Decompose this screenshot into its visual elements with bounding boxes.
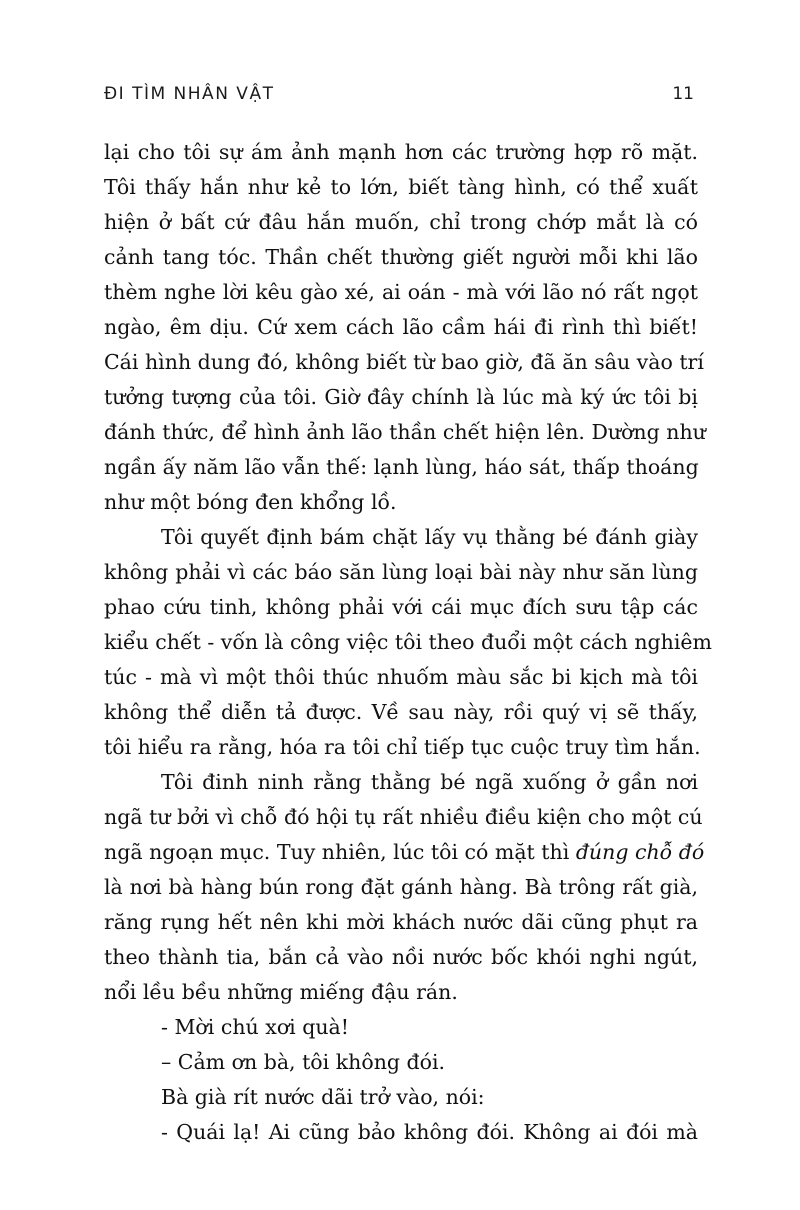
text-line: túc - mà vì một thôi thúc nhuốm màu sắc bi kịch mà tôi xyxy=(104,665,698,689)
text-line: - Quái lạ! Ai cũng bảo không đói. Không ai đói mà xyxy=(161,1120,698,1144)
text-line: là nơi bà hàng bún rong đặt gánh hàng. Bà trông rất già, xyxy=(104,875,698,899)
italic-emphasis: đúng chỗ đó xyxy=(575,840,705,864)
text-line: Tôi thấy hắn như kẻ to lớn, biết tàng hình, có thể xuất xyxy=(104,175,698,199)
text-line: ngào, êm dịu. Cứ xem cách lão cầm hái đi rình thì biết! xyxy=(104,315,698,339)
body-text xyxy=(104,135,712,1150)
text-line: Tôi đinh ninh rằng thằng bé ngã xuống ở gần nơi xyxy=(161,770,698,794)
text-line: tưởng tượng của tôi. Giờ đây chính là lúc mà ký ức tôi bị xyxy=(104,385,698,409)
text-line: ngã tư bởi vì chỗ đó hội tụ rất nhiều điều kiện cho một cú xyxy=(104,805,703,829)
text-line: Cái hình dung đó, không biết từ bao giờ, đã ăn sâu vào trí xyxy=(104,350,704,374)
text-line: cảnh tang tóc. Thần chết thường giết người mỗi khi lão xyxy=(104,245,698,269)
text-line: phao cứu tinh, không phải với cái mục đích sưu tập các xyxy=(104,595,698,619)
text-line: - Mời chú xơi quà! xyxy=(161,1015,350,1039)
text-line xyxy=(104,835,705,870)
text-line-part: ngã ngoạn mục. Tuy nhiên, lúc tôi có mặt thì xyxy=(104,840,576,864)
text-line: lại cho tôi sự ám ảnh mạnh hơn các trường hợp rõ mặt. xyxy=(104,140,698,164)
text-line: tôi hiểu ra rằng, hóa ra tôi chỉ tiếp tục cuộc truy tìm hắn. xyxy=(104,735,701,759)
text-line: răng rụng hết nên khi mời khách nước dãi cũng phụt ra xyxy=(104,910,698,934)
page-number: 11 xyxy=(672,84,694,104)
running-header-title: ĐI TÌM NHÂN VẬT xyxy=(104,84,275,104)
text-line: nổi lều bều những miếng đậu rán. xyxy=(104,980,458,1004)
text-line: kiểu chết - vốn là công việc tôi theo đuổi một cách nghiêm xyxy=(104,630,712,654)
text-line: thèm nghe lời kêu gào xé, ai oán - mà với lão nó rất ngọt xyxy=(104,280,698,304)
text-line: không thể diễn tả được. Về sau này, rồi quý vị sẽ thấy, xyxy=(104,700,698,724)
text-line: ngần ấy năm lão vẫn thế: lạnh lùng, háo sát, thấp thoáng xyxy=(104,455,699,479)
text-line: – Cảm ơn bà, tôi không đói. xyxy=(161,1050,446,1074)
text-line: Tôi quyết định bám chặt lấy vụ thằng bé đánh giày xyxy=(161,525,698,549)
text-line: đánh thức, để hình ảnh lão thần chết hiện lên. Dường như xyxy=(104,420,706,444)
text-line: như một bóng đen khổng lồ. xyxy=(104,490,397,514)
text-line: hiện ở bất cứ đâu hắn muốn, chỉ trong chớp mắt là có xyxy=(104,210,698,234)
text-line: không phải vì các báo săn lùng loại bài này như săn lùng xyxy=(104,560,698,584)
text-line: Bà già rít nước dãi trở vào, nói: xyxy=(161,1085,485,1109)
text-line: theo thành tia, bắn cả vào nồi nước bốc khói nghi ngút, xyxy=(104,945,698,969)
